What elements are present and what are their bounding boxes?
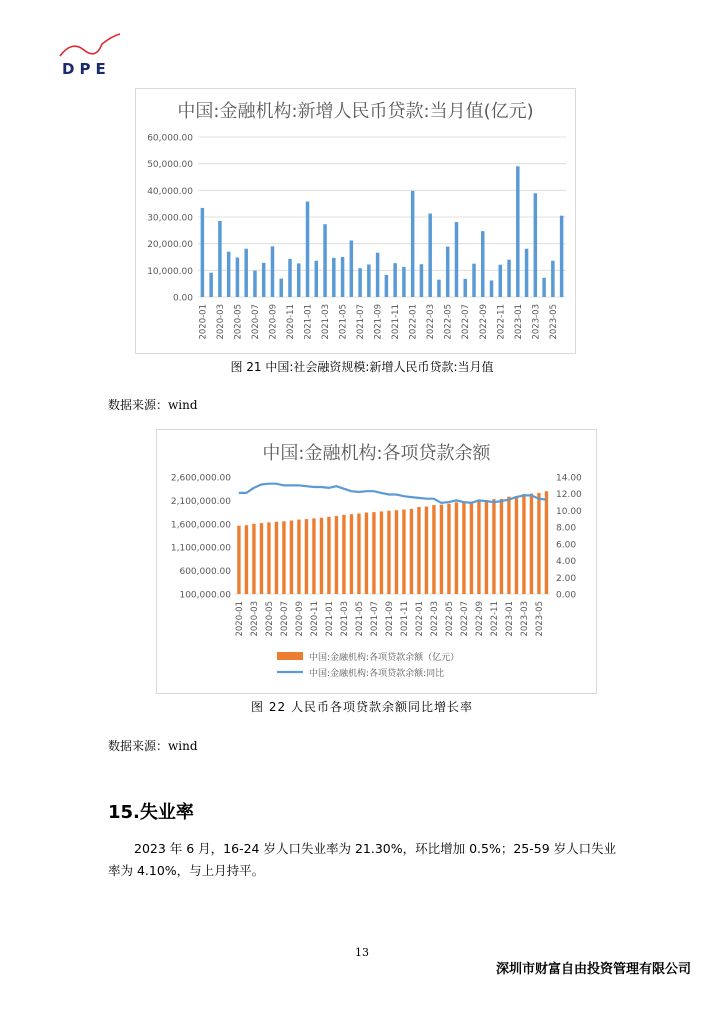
bar bbox=[472, 264, 476, 297]
company-name: 深圳市财富自由投资管理有限公司 bbox=[496, 962, 692, 977]
bar bbox=[365, 513, 368, 594]
x-tick-label: 2020-03 bbox=[215, 304, 226, 340]
bar bbox=[245, 525, 248, 594]
y-left-tick-label: 600,000.00 bbox=[179, 567, 231, 578]
x-tick-label: 2023-05 bbox=[548, 304, 559, 340]
bar bbox=[446, 247, 450, 297]
x-tick-label: 2021-09 bbox=[373, 304, 384, 340]
bar bbox=[545, 491, 548, 594]
bar bbox=[551, 261, 555, 297]
bar bbox=[499, 265, 503, 297]
dpe-logo bbox=[58, 30, 128, 80]
chart-new-rmb-loans bbox=[135, 88, 576, 354]
x-tick-label: 2022-09 bbox=[474, 601, 485, 637]
bar bbox=[477, 500, 480, 594]
y-right-tick-label: 14.00 bbox=[556, 473, 582, 484]
bar bbox=[323, 224, 327, 297]
x-tick-label: 2021-01 bbox=[324, 601, 335, 637]
bar bbox=[320, 518, 323, 594]
x-tick-label: 2021-05 bbox=[338, 304, 349, 340]
x-tick-label: 2022-11 bbox=[496, 304, 507, 340]
x-tick-label: 2021-03 bbox=[321, 304, 332, 340]
x-tick-label: 2022-01 bbox=[414, 601, 425, 637]
bar bbox=[297, 520, 300, 594]
bar-chart-svg bbox=[136, 89, 575, 353]
x-tick-label: 2023-01 bbox=[513, 304, 524, 340]
bar bbox=[470, 502, 473, 594]
bar bbox=[515, 496, 518, 594]
chart-title: 中国:金融机构:新增人民币贷款:当月值(亿元) bbox=[177, 101, 534, 122]
bar bbox=[342, 515, 345, 594]
x-tick-label: 2021-05 bbox=[354, 601, 365, 637]
bar bbox=[432, 505, 435, 594]
bar bbox=[447, 504, 450, 594]
data-source: 数据来源：wind bbox=[108, 739, 198, 753]
y-right-tick-label: 6.00 bbox=[556, 540, 577, 551]
bar bbox=[262, 263, 266, 297]
x-tick-label: 2021-09 bbox=[384, 601, 395, 637]
figure-caption: 图 22 人民币各项贷款余额同比增长率 bbox=[251, 700, 473, 714]
section-paragraph: 2023 年 6 月，16-24 岁人口失业率为 21.30%，环比增加 0.5%；25-59 岁人口失业率为 4.10%，与上月持平。 bbox=[108, 841, 617, 878]
bar bbox=[288, 259, 292, 297]
bar bbox=[312, 518, 315, 594]
bar bbox=[425, 506, 428, 594]
bar bbox=[492, 499, 495, 594]
x-tick-label: 2022-11 bbox=[489, 601, 500, 637]
bar bbox=[393, 263, 397, 297]
x-tick-label: 2021-01 bbox=[303, 304, 314, 340]
x-tick-label: 2020-01 bbox=[234, 601, 245, 637]
x-tick-label: 2021-11 bbox=[391, 304, 402, 340]
bar bbox=[420, 264, 424, 297]
bar bbox=[218, 221, 222, 297]
y-left-tick-label: 100,000.00 bbox=[179, 590, 231, 601]
x-tick-label: 2020-11 bbox=[309, 601, 320, 637]
y-left-tick-label: 2,600,000.00 bbox=[170, 473, 231, 484]
x-tick-label: 2022-01 bbox=[408, 304, 419, 340]
bar bbox=[462, 502, 465, 594]
x-tick-label: 2021-03 bbox=[339, 601, 350, 637]
bar bbox=[275, 522, 278, 594]
bar bbox=[244, 249, 248, 297]
x-tick-label: 2022-03 bbox=[426, 304, 437, 340]
bar bbox=[335, 516, 338, 594]
chart-loan-balance bbox=[156, 429, 597, 694]
data-source: 数据来源：wind bbox=[108, 398, 198, 412]
bar bbox=[455, 222, 459, 297]
bar bbox=[253, 271, 257, 297]
bar bbox=[500, 499, 503, 594]
bar bbox=[463, 279, 467, 297]
bar bbox=[490, 280, 494, 297]
x-tick-label: 2020-07 bbox=[250, 304, 261, 340]
y-tick-label: 30,000.00 bbox=[147, 213, 193, 224]
x-tick-label: 2020-05 bbox=[233, 304, 244, 340]
bar bbox=[201, 208, 205, 297]
x-tick-label: 2022-05 bbox=[444, 601, 455, 637]
bar bbox=[440, 505, 443, 594]
bar bbox=[332, 258, 336, 297]
y-tick-label: 60,000.00 bbox=[147, 133, 193, 144]
y-right-tick-label: 12.00 bbox=[556, 490, 582, 501]
bar bbox=[387, 511, 390, 594]
bar bbox=[417, 507, 420, 594]
y-left-tick-label: 2,100,000.00 bbox=[170, 496, 231, 507]
bar bbox=[350, 240, 354, 297]
bar bbox=[402, 510, 405, 594]
bar bbox=[290, 521, 293, 594]
bar bbox=[357, 514, 360, 594]
bar bbox=[227, 252, 231, 297]
bar bbox=[209, 273, 213, 297]
bar bbox=[410, 509, 413, 594]
bar bbox=[525, 249, 529, 297]
x-tick-label: 2022-07 bbox=[459, 601, 470, 637]
bar bbox=[560, 216, 564, 297]
y-right-tick-label: 10.00 bbox=[556, 506, 582, 517]
bar bbox=[395, 510, 398, 594]
bar bbox=[327, 517, 330, 594]
bar bbox=[260, 523, 263, 594]
legend-bar-swatch bbox=[277, 652, 303, 660]
x-tick-label: 2022-09 bbox=[478, 304, 489, 340]
bar bbox=[485, 500, 488, 594]
x-tick-label: 2021-07 bbox=[369, 601, 380, 637]
bar bbox=[271, 246, 275, 297]
x-tick-label: 2021-11 bbox=[399, 601, 410, 637]
bar bbox=[522, 494, 525, 594]
y-tick-label: 40,000.00 bbox=[147, 186, 193, 197]
y-tick-label: 50,000.00 bbox=[147, 160, 193, 171]
bar bbox=[507, 260, 511, 297]
logo-text: DPE bbox=[62, 60, 111, 78]
bar bbox=[306, 202, 310, 297]
bar bbox=[385, 275, 389, 297]
bar bbox=[534, 193, 538, 297]
x-tick-label: 2020-01 bbox=[198, 304, 209, 340]
bar bbox=[315, 261, 319, 297]
logo-swoosh-icon bbox=[58, 30, 128, 62]
x-tick-label: 2020-03 bbox=[249, 601, 260, 637]
x-tick-label: 2023-03 bbox=[519, 601, 530, 637]
bar bbox=[267, 522, 270, 594]
page-number: 13 bbox=[355, 946, 369, 959]
chart-title: 中国:金融机构:各项贷款余额 bbox=[262, 443, 491, 464]
bar bbox=[372, 512, 375, 594]
bar bbox=[537, 493, 540, 594]
bar bbox=[455, 502, 458, 594]
x-tick-label: 2022-05 bbox=[443, 304, 454, 340]
x-tick-label: 2020-09 bbox=[268, 304, 279, 340]
bar bbox=[376, 253, 380, 297]
y-right-tick-label: 2.00 bbox=[556, 573, 577, 584]
x-tick-label: 2023-05 bbox=[534, 601, 545, 637]
bar bbox=[367, 264, 371, 297]
x-tick-label: 2022-07 bbox=[461, 304, 472, 340]
bar bbox=[350, 514, 353, 594]
bar bbox=[402, 267, 406, 297]
bar bbox=[297, 263, 301, 297]
x-tick-label: 2023-03 bbox=[531, 304, 542, 340]
bar bbox=[358, 268, 362, 297]
x-tick-label: 2020-05 bbox=[264, 601, 275, 637]
y-tick-label: 20,000.00 bbox=[147, 240, 193, 251]
x-tick-label: 2022-03 bbox=[429, 601, 440, 637]
bar bbox=[507, 497, 510, 594]
bar bbox=[530, 494, 533, 594]
x-tick-label: 2020-11 bbox=[286, 304, 296, 340]
x-tick-label: 2020-07 bbox=[279, 601, 290, 637]
bar bbox=[428, 214, 432, 297]
bar bbox=[516, 166, 520, 297]
bar bbox=[411, 191, 415, 297]
section-heading: 15.失业率 bbox=[108, 802, 194, 823]
bar bbox=[481, 231, 485, 297]
bar bbox=[237, 526, 240, 594]
combo-chart-svg bbox=[157, 430, 596, 693]
bar bbox=[279, 279, 283, 297]
x-tick-label: 2020-09 bbox=[294, 601, 305, 637]
x-tick-label: 2021-07 bbox=[356, 304, 367, 340]
bar bbox=[252, 524, 255, 594]
figure-caption: 图 21 中国:社会融资规模:新增人民币贷款:当月值 bbox=[230, 360, 494, 374]
y-tick-label: 10,000.00 bbox=[147, 266, 193, 277]
bar bbox=[236, 258, 240, 297]
y-right-tick-label: 4.00 bbox=[556, 557, 577, 568]
bar bbox=[341, 257, 345, 297]
y-left-tick-label: 1,100,000.00 bbox=[170, 543, 231, 554]
bar bbox=[380, 511, 383, 594]
y-left-tick-label: 1,600,000.00 bbox=[170, 520, 231, 531]
bar bbox=[437, 280, 441, 297]
legend-label: 中国:金融机构:各项贷款余额（亿元） bbox=[309, 653, 460, 663]
bar bbox=[542, 278, 546, 297]
y-right-tick-label: 0.00 bbox=[556, 590, 577, 601]
y-right-tick-label: 8.00 bbox=[556, 523, 577, 534]
legend-label: 中国:金融机构:各项贷款余额:同比 bbox=[309, 669, 445, 679]
x-tick-label: 2023-01 bbox=[504, 601, 515, 637]
bar bbox=[305, 519, 308, 594]
bar bbox=[282, 521, 285, 594]
y-tick-label: 0.00 bbox=[172, 293, 193, 304]
